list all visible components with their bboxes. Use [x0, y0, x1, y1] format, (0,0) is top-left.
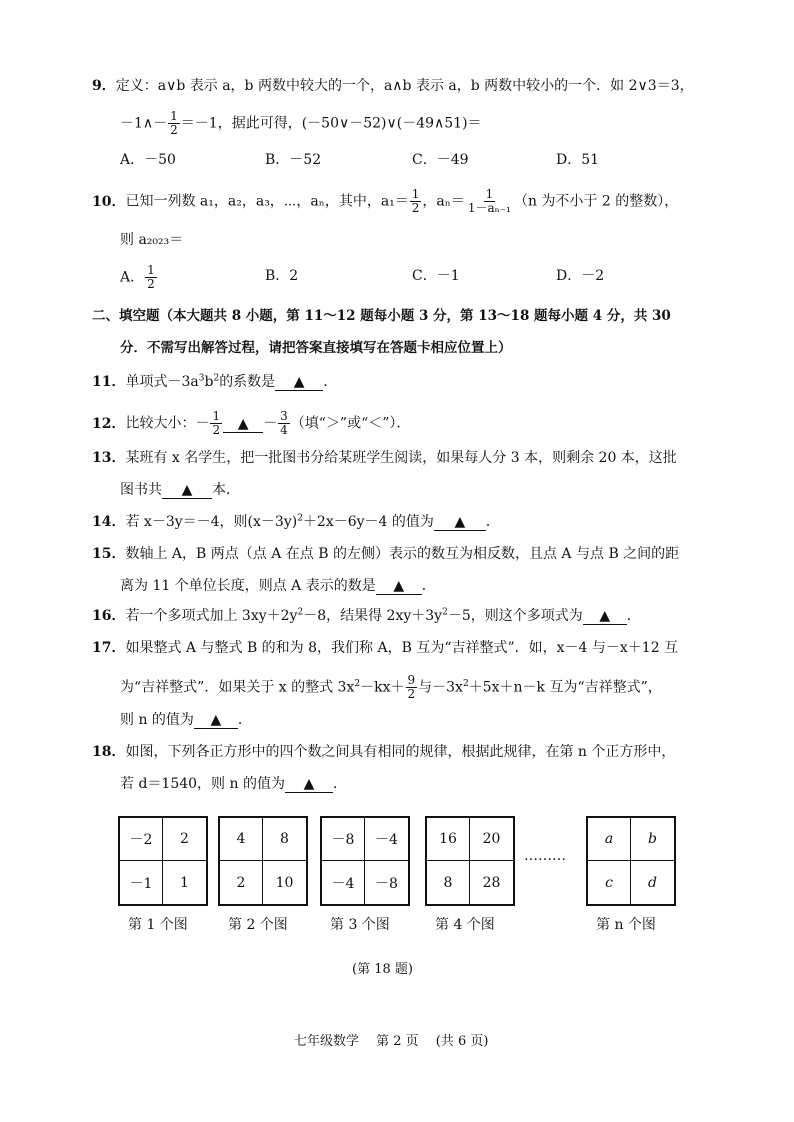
q11-exp1: 3 — [198, 373, 205, 384]
square-2-cell-tr: 8 — [263, 818, 306, 861]
q10-optA-num: 1 — [147, 263, 155, 277]
q18-caption-1: 第 1 个图 — [128, 917, 188, 933]
q17-text2c: 与－3x — [418, 679, 463, 696]
q12-f2-num: 3 — [280, 409, 288, 423]
q18-caption-n: 第 n 个图 — [596, 917, 656, 933]
q9-frac-num: 1 — [170, 109, 178, 123]
page-footer: 七年级数学 第 2 页 (共 6 页) — [294, 1034, 489, 1049]
q16-end: ． — [626, 608, 641, 624]
q10-line2: 则 a₂₀₂₃＝ — [120, 232, 184, 248]
q17-exp2: 2 — [462, 678, 469, 689]
q16-exp2: 2 — [442, 607, 448, 618]
q18-caption-2: 第 2 个图 — [228, 917, 288, 933]
q18-answer-blank[interactable]: ▲ — [285, 776, 333, 793]
square-4-cell-tl: 16 — [427, 818, 470, 861]
q17-line3 — [120, 710, 252, 730]
q15-line1 — [92, 544, 679, 564]
q17-text2b: －kx＋ — [360, 679, 405, 696]
q10-option-a-label: A． — [120, 269, 145, 286]
q17-text1: 如果整式 A 与整式 B 的和为 8，我们称 A，B 互为“吉祥整式”．如，x－4 与－x＋12 互 — [125, 640, 679, 656]
section2-line2: 分．不需写出解答过程，请把答案直接填写在答题卡相应位置上） — [120, 340, 512, 356]
q9-text1: 定义：a∨b 表示 a，b 两数中较大的一个，a∧b 表示 a，b 两数中较小的一个．如 2∨3＝3， — [115, 78, 694, 94]
square-4-cell-br: 28 — [482, 874, 501, 891]
q10-option-a — [120, 264, 158, 291]
q10-fraction1 — [410, 188, 422, 215]
q18-line1 — [92, 742, 675, 762]
q17-answer-blank[interactable]: ▲ — [194, 712, 238, 729]
square-n-cell-d: d — [648, 874, 657, 891]
q13-line1 — [92, 448, 677, 468]
q12-number: 12． — [92, 415, 126, 432]
q12-line — [92, 410, 410, 437]
q17-text2a: 为“吉祥整式”．如果关于 x 的整式 3x — [120, 679, 355, 696]
q11-number: 11． — [92, 374, 126, 390]
q15-number: 15． — [92, 546, 126, 562]
square-1-cell-br: 1 — [180, 874, 189, 891]
q10-option-a-fraction — [145, 264, 157, 291]
q18-number: 18． — [92, 744, 126, 760]
q10-fraction2 — [466, 188, 513, 215]
q9-number: 9． — [92, 78, 116, 94]
square-1-cell-tl: －2 — [120, 818, 163, 861]
q18-text2a: 若 d＝1540，则 n 的值为 — [120, 776, 285, 792]
q9-text2b: ＝－1，据此可得，(－50∨－52)∨(－49∧51)＝ — [180, 115, 482, 132]
q17-exp1: 2 — [354, 678, 361, 689]
square-1-cell-tr: 2 — [163, 818, 206, 861]
q9-frac-den: 2 — [170, 123, 178, 137]
q9-line1 — [92, 76, 694, 96]
q13-text1: 某班有 x 名学生，把一批图书分给某班学生阅读，如果每人分 3 本，则剩余 20 本，这批 — [125, 450, 677, 466]
q10-text-b: ，aₙ＝ — [422, 193, 465, 210]
q11-exp2: 2 — [213, 373, 220, 384]
q14-answer-blank[interactable]: ▲ — [434, 514, 486, 531]
square-2-cell-br: 10 — [275, 874, 294, 891]
q12-mid: － — [263, 415, 278, 432]
square-3-cell-tl: －8 — [322, 818, 365, 861]
q13-answer-blank[interactable]: ▲ — [162, 482, 212, 499]
square-4-cell-bl: 8 — [427, 861, 470, 904]
q9-line2 — [120, 110, 482, 137]
q12-text-b: （填“＞”或“＜”）． — [290, 415, 411, 432]
q13-number: 13． — [92, 450, 126, 466]
square-n-cell-b: b — [631, 818, 674, 861]
q10-f2-den: 1－aₙ₋₁ — [467, 201, 511, 215]
q10-optA-den: 2 — [147, 277, 155, 291]
square-1-cell-bl: －1 — [120, 861, 163, 904]
q10-option-d: D．－2 — [556, 268, 605, 284]
q10-line1 — [92, 188, 678, 215]
q18-square-4 — [425, 816, 515, 906]
square-2-cell-bl: 2 — [220, 861, 263, 904]
q12-fraction2 — [278, 410, 290, 437]
q18-caption-4: 第 4 个图 — [435, 917, 495, 933]
q17-line1 — [92, 638, 678, 658]
q12-f1-num: 1 — [212, 409, 221, 423]
q10-text-c: （n 为不小于 2 的整数）， — [513, 193, 679, 210]
q17-frac-num: 9 — [407, 673, 416, 687]
section2-line1: 二、填空题（本大题共 8 小题，第 11～12 题每小题 3 分，第 13～18 题每小题 4 分，共 30 — [92, 308, 671, 324]
q18-figure-caption: (第 18 题) — [352, 962, 413, 977]
q15-end: ． — [421, 578, 436, 594]
q17-line2 — [120, 674, 662, 701]
q9-text2a: －1∧－ — [120, 115, 168, 132]
q18-square-2 — [218, 816, 308, 906]
q16-number: 16． — [92, 608, 126, 624]
q10-f2-num: 1 — [485, 187, 494, 201]
q18-caption-3: 第 3 个图 — [330, 917, 390, 933]
q15-line2 — [120, 576, 436, 596]
q17-end: ． — [237, 712, 252, 728]
q18-line2 — [120, 774, 347, 794]
square-3-cell-bl: －4 — [322, 861, 365, 904]
q17-text2d: ＋5x＋n－k 互为“吉祥整式”， — [468, 679, 662, 696]
q11-end: ． — [323, 374, 338, 390]
q10-number: 10． — [92, 193, 126, 210]
square-4-cell-tr: 20 — [470, 818, 513, 861]
q14-number: 14． — [92, 514, 126, 530]
q18-dots: ……… — [524, 848, 566, 864]
q12-f1-den: 2 — [212, 423, 221, 437]
q10-option-c: C．－1 — [412, 268, 460, 284]
q11-answer-blank[interactable]: ▲ — [275, 374, 323, 391]
q14-end: ． — [485, 514, 500, 530]
q9-option-c: C．－49 — [412, 152, 469, 168]
q10-f1-den: 2 — [411, 201, 420, 215]
q13-text2b: 本． — [212, 482, 240, 498]
q14-line — [92, 512, 500, 532]
q14-text-b: ＋2x－6y－4 的值为 — [302, 514, 434, 530]
q9-option-a: A．－50 — [120, 152, 176, 168]
q10-f1-num: 1 — [411, 187, 420, 201]
square-3-cell-tr: －4 — [365, 818, 408, 861]
q15-text1: 数轴上 A，B 两点（点 A 在点 B 的左侧）表示的数互为相反数，且点 A 与点 B 之间的距 — [125, 546, 680, 562]
q12-text-a: 比较大小：－ — [125, 415, 210, 432]
q10-text-a: 已知一列数 a₁，a₂，a₃，⋯，aₙ，其中，a₁＝ — [125, 193, 409, 210]
q16-text-b: －8，结果得 2xy＋3y — [303, 608, 443, 624]
q17-number: 17． — [92, 640, 126, 656]
q15-answer-blank[interactable]: ▲ — [376, 578, 422, 595]
q12-fraction1 — [210, 410, 222, 437]
square-3-cell-br: －8 — [375, 875, 398, 892]
square-2-cell-tl: 4 — [220, 818, 263, 861]
q13-text2a: 图书共 — [120, 482, 162, 498]
q11-text-b: b — [204, 374, 214, 390]
q14-exp: 2 — [297, 513, 303, 524]
q16-text-a: 若一个多项式加上 3xy＋2y — [125, 608, 298, 624]
q11-text-c: 的系数是 — [219, 374, 276, 390]
q16-answer-blank[interactable]: ▲ — [583, 608, 627, 625]
q12-answer-blank[interactable]: ▲ — [223, 416, 263, 433]
q17-frac-den: 2 — [407, 687, 416, 701]
q15-text2a: 离为 11 个单位长度，则点 A 表示的数是 — [120, 578, 376, 594]
q17-text3a: 则 n 的值为 — [120, 712, 194, 728]
square-n-cell-a: a — [588, 818, 631, 861]
q18-end: ． — [332, 776, 347, 792]
q9-fraction — [168, 110, 180, 137]
q11-line — [92, 372, 337, 392]
q18-square-3 — [320, 816, 410, 906]
q16-exp1: 2 — [297, 607, 304, 618]
q17-fraction — [406, 674, 418, 701]
q14-text-a: 若 x－3y＝－4，则(x－3y) — [125, 514, 298, 530]
q13-line2 — [120, 480, 240, 500]
q11-text-a: 单项式－3a — [125, 374, 199, 390]
square-n-cell-c: c — [588, 861, 631, 904]
q9-option-b: B．－52 — [265, 152, 322, 168]
q12-f2-den: 4 — [280, 423, 288, 437]
q16-line — [92, 606, 641, 626]
q10-option-b: B．2 — [265, 268, 299, 284]
q18-square-1 — [118, 816, 208, 906]
q16-text-c: －5，则这个多项式为 — [447, 608, 583, 624]
q9-option-d: D．51 — [556, 152, 600, 168]
q18-square-n — [586, 816, 676, 906]
q18-text1: 如图，下列各正方形中的四个数之间具有相同的规律，根据此规律，在第 n 个正方形中， — [125, 744, 676, 760]
